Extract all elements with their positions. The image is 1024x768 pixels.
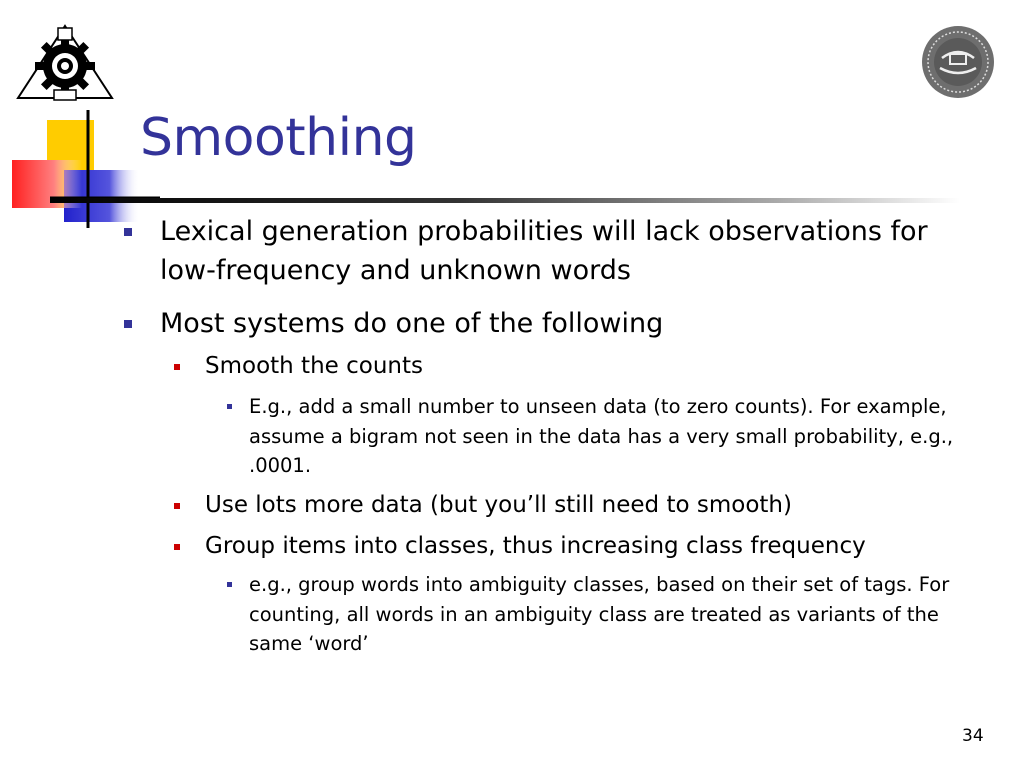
bullet-item bbox=[160, 304, 970, 343]
bullet-item bbox=[205, 490, 965, 521]
bullet-item bbox=[160, 212, 970, 290]
page-number: 34 bbox=[962, 726, 984, 746]
bullet-item bbox=[205, 351, 965, 382]
bullet-item bbox=[249, 392, 965, 481]
bullet-text: Lexical generation probabilities will lack observations for low-frequency and unknown words bbox=[160, 216, 928, 286]
bullet-marker bbox=[174, 503, 180, 509]
bullet-marker bbox=[124, 320, 132, 328]
bullet-text: Most systems do one of the following bbox=[160, 308, 664, 339]
bullet-marker bbox=[227, 404, 232, 409]
university-seal-logo bbox=[920, 24, 996, 100]
bullet-text: Use lots more data (but you’ll still need to smooth) bbox=[205, 492, 792, 518]
bullet-text: E.g., add a small number to unseen data (to zero counts). For example, assume a bigram not seen in the data has a very small probability, e.g., .0001. bbox=[249, 395, 954, 477]
bullet-marker bbox=[174, 364, 180, 370]
bullet-text: e.g., group words into ambiguity classes, based on their set of tags. For counting, all words in an ambiguity class are treated as variants of the same ‘word’ bbox=[249, 573, 950, 655]
bullet-marker bbox=[227, 582, 232, 587]
bullet-text: Smooth the counts bbox=[205, 353, 423, 379]
title-underline bbox=[50, 198, 960, 203]
bullet-marker bbox=[174, 544, 180, 550]
engineering-gear-logo bbox=[14, 22, 116, 104]
bullet-text: Group items into classes, thus increasing class frequency bbox=[205, 533, 866, 559]
bullet-item bbox=[249, 570, 965, 659]
slide-title: Smoothing bbox=[140, 108, 417, 168]
bullet-marker bbox=[124, 228, 132, 236]
title-decoration bbox=[0, 100, 160, 230]
bullet-item bbox=[205, 531, 965, 562]
